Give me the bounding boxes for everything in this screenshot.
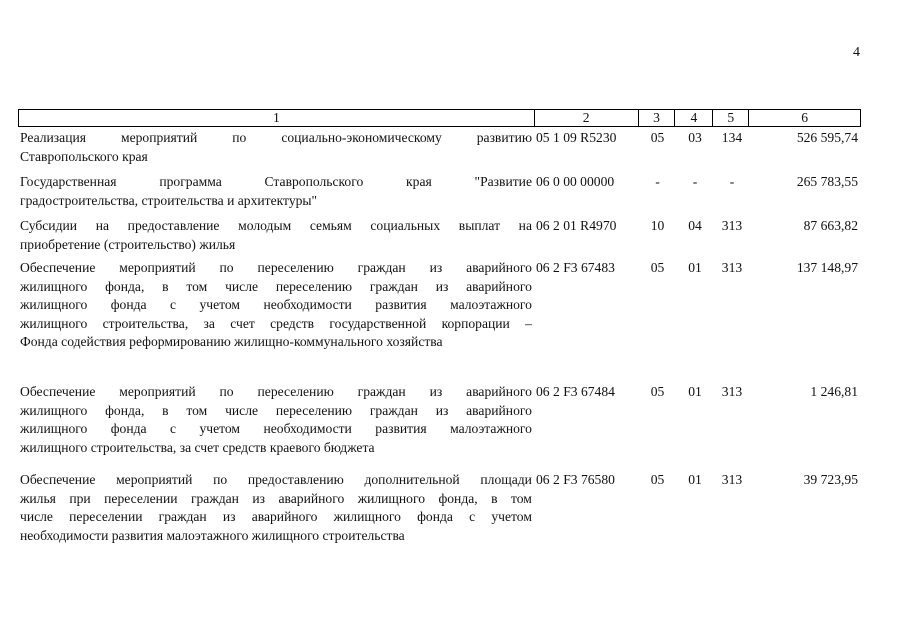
row-code: 06 2 F3 76580 xyxy=(536,472,615,487)
word: молодым xyxy=(238,218,292,233)
header-cell-1: 1 xyxy=(19,110,535,126)
description-line xyxy=(20,217,532,236)
word: из xyxy=(222,509,236,524)
word: из xyxy=(435,402,449,418)
word: в xyxy=(491,490,498,506)
description-line xyxy=(20,527,532,546)
description-line xyxy=(20,192,532,211)
word: "Развитие xyxy=(474,174,532,189)
word: переселению xyxy=(257,260,334,275)
row-section: 05 xyxy=(650,130,665,145)
description-line xyxy=(20,333,532,352)
row-code: 06 0 00 00000 xyxy=(536,174,615,189)
row-description xyxy=(20,383,532,457)
description-line xyxy=(20,236,532,255)
word: семьям xyxy=(309,218,352,233)
description-line xyxy=(20,490,532,509)
word: Обеспечение xyxy=(20,472,96,487)
word: развития xyxy=(375,297,427,312)
description-line xyxy=(20,439,532,458)
word: учетом xyxy=(491,509,532,524)
table-header-row xyxy=(18,109,861,127)
word: Государственная xyxy=(20,174,117,189)
word: по xyxy=(219,260,234,275)
word: аварийного xyxy=(466,402,532,418)
word: счет xyxy=(230,315,255,331)
row-amount: 39 723,95 xyxy=(803,472,858,487)
header-cell-3: 3 xyxy=(639,110,676,126)
word: жилищного xyxy=(20,315,88,331)
row-subsection: 01 xyxy=(688,384,702,399)
row-amount: 137 148,97 xyxy=(796,260,858,275)
row-code: 06 2 F3 67484 xyxy=(536,384,615,399)
word: жилищного xyxy=(333,509,401,524)
header-cell-4: 4 xyxy=(675,110,713,126)
row-section: 05 xyxy=(650,472,665,487)
description-line xyxy=(20,129,532,148)
word: переселении xyxy=(104,490,178,506)
word: с xyxy=(469,509,476,524)
page-number: 4 xyxy=(853,45,860,60)
word: том xyxy=(510,490,532,506)
row-subsection: - xyxy=(692,174,698,189)
description-line xyxy=(20,315,532,334)
row-subsection: 01 xyxy=(688,472,702,487)
word: жилищного xyxy=(357,490,426,506)
word: переселению xyxy=(257,384,334,399)
header-cell-2: 2 xyxy=(535,110,639,126)
word: фонда xyxy=(110,421,147,436)
word: фонда, xyxy=(105,278,145,294)
word: при xyxy=(69,490,91,506)
word: фонда xyxy=(417,509,453,524)
word: числе xyxy=(225,402,259,418)
word: малоэтажного xyxy=(450,421,532,436)
word: дополнительной xyxy=(364,472,460,487)
word: переселению xyxy=(275,278,353,294)
word: развитию xyxy=(476,130,532,145)
word: учетом xyxy=(199,421,241,436)
description-line xyxy=(20,148,532,167)
row-code: 05 1 09 R5230 xyxy=(536,130,617,145)
word: фонда xyxy=(110,297,147,312)
line-text: приобретение (строительство) жилья xyxy=(20,236,236,252)
line-text: жилищного строительства, за счет средств краевого бюджета xyxy=(20,439,375,455)
word: граждан xyxy=(158,509,207,524)
row-description xyxy=(20,129,532,166)
row-expense-type: 313 xyxy=(721,384,743,399)
word: переселению xyxy=(275,402,353,418)
word: аварийного xyxy=(466,260,532,275)
word: за xyxy=(203,315,215,331)
word: жилищного xyxy=(20,297,88,312)
row-amount: 265 783,55 xyxy=(796,174,858,189)
word: жилищного xyxy=(20,402,88,418)
word: государственной xyxy=(329,315,427,331)
word: из xyxy=(435,278,449,294)
row-expense-type: 313 xyxy=(721,260,743,275)
word: из xyxy=(429,384,443,399)
word: на xyxy=(518,218,532,233)
word: края xyxy=(406,174,432,189)
word: малоэтажного xyxy=(450,297,532,312)
row-amount: 87 663,82 xyxy=(803,218,858,233)
description-line xyxy=(20,383,532,402)
word: мероприятий xyxy=(120,130,198,145)
word: средств xyxy=(270,315,315,331)
word: по xyxy=(213,472,228,487)
word: из xyxy=(252,490,266,506)
word: граждан xyxy=(369,402,418,418)
row-description xyxy=(20,173,532,210)
word: социально-экономическому xyxy=(281,130,442,145)
row-section: - xyxy=(655,174,660,189)
description-line xyxy=(20,259,532,278)
word: числе xyxy=(225,278,259,294)
word: предоставлению xyxy=(247,472,344,487)
row-code: 06 2 F3 67483 xyxy=(536,260,615,275)
word: с xyxy=(170,297,177,312)
word: из xyxy=(429,260,443,275)
word: граждан xyxy=(369,278,418,294)
header-cell-6: 6 xyxy=(801,110,809,125)
line-text: Фонда содействия реформированию жилищно-коммунального хозяйства xyxy=(20,334,443,349)
description-line xyxy=(20,173,532,192)
word: учетом xyxy=(199,297,241,312)
word: граждан xyxy=(357,260,406,275)
word: Обеспечение xyxy=(20,260,96,275)
word: на xyxy=(95,218,110,233)
word: по xyxy=(219,384,234,399)
word: площади xyxy=(480,472,532,487)
word: мероприятий xyxy=(119,384,196,399)
word: фонда, xyxy=(105,402,145,418)
word: необходимости xyxy=(263,297,352,312)
word: в xyxy=(162,402,169,418)
word: корпорации xyxy=(441,315,510,331)
word: числе xyxy=(20,509,53,524)
word: по xyxy=(232,130,247,145)
word: Ставропольского xyxy=(264,174,364,189)
word: предоставление xyxy=(127,218,220,233)
description-line xyxy=(20,471,532,490)
row-amount: 1 246,81 xyxy=(810,384,858,399)
word: граждан xyxy=(190,490,239,506)
header-cell-5: 5 xyxy=(713,110,749,126)
row-amount: 526 595,74 xyxy=(796,130,858,145)
word: Реализация xyxy=(20,130,86,145)
row-expense-type: 313 xyxy=(721,218,743,233)
row-description xyxy=(20,471,532,545)
word: Обеспечение xyxy=(20,384,96,399)
word: в xyxy=(162,278,169,294)
word: развития xyxy=(375,421,427,436)
line-text: градостроительства, строительства и архитектуры" xyxy=(20,192,318,208)
word: Субсидии xyxy=(20,218,78,233)
row-subsection: 03 xyxy=(688,130,702,145)
row-description xyxy=(20,217,532,254)
word: переселении xyxy=(69,509,143,524)
word: жилищного xyxy=(20,421,88,436)
word: том xyxy=(186,278,208,294)
word: мероприятий xyxy=(116,472,193,487)
row-description xyxy=(20,259,532,352)
word: аварийного xyxy=(278,490,345,506)
description-line xyxy=(20,296,532,315)
word: аварийного xyxy=(466,384,532,399)
word: выплат xyxy=(458,218,501,233)
word: с xyxy=(170,421,177,436)
row-subsection: 01 xyxy=(688,260,702,275)
row-expense-type: 134 xyxy=(721,130,743,145)
row-section: 10 xyxy=(650,218,665,233)
word: фонда, xyxy=(438,490,478,506)
word: – xyxy=(525,315,532,331)
row-subsection: 04 xyxy=(688,218,702,233)
row-section: 05 xyxy=(650,384,665,399)
row-expense-type: - xyxy=(729,174,735,189)
row-expense-type: 313 xyxy=(721,472,743,487)
word: мероприятий xyxy=(119,260,196,275)
line-text: необходимости развития малоэтажного жилищного строительства xyxy=(20,527,405,543)
description-line xyxy=(20,402,532,421)
word: граждан xyxy=(357,384,406,399)
word: социальных xyxy=(370,218,441,233)
description-line xyxy=(20,278,532,297)
word: аварийного xyxy=(251,509,318,524)
row-code: 06 2 01 R4970 xyxy=(536,218,617,233)
word: необходимости xyxy=(263,421,352,436)
word: программа xyxy=(159,174,222,189)
word: том xyxy=(186,402,208,418)
word: строительства, xyxy=(102,315,189,331)
description-line xyxy=(20,508,532,527)
row-section: 05 xyxy=(650,260,665,275)
word: жилищного xyxy=(20,278,88,294)
word: аварийного xyxy=(466,278,532,294)
line-text: Ставропольского края xyxy=(20,148,148,164)
word: жилья xyxy=(20,490,56,506)
description-line xyxy=(20,420,532,439)
